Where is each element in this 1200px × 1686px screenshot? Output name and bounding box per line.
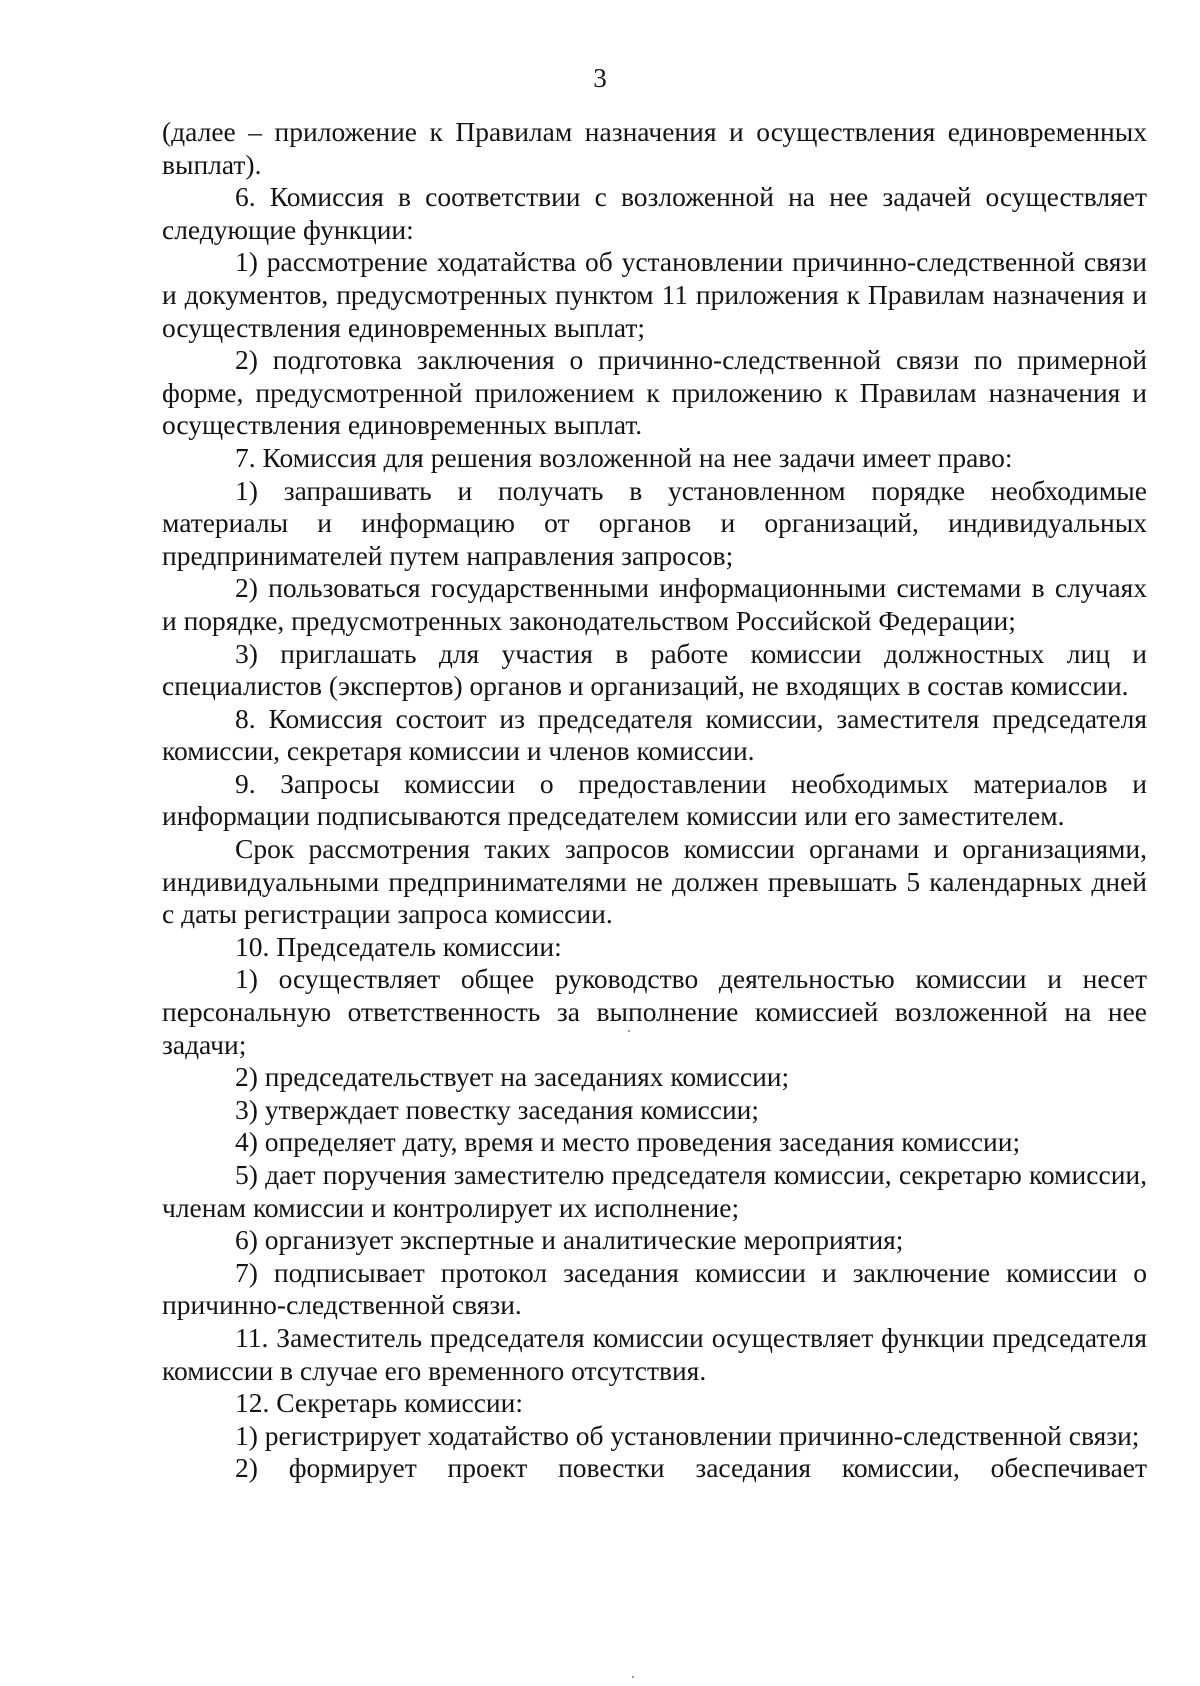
paragraph: 1) рассмотрение ходатайства об установлении причинно-следственной связи и документов, предусмотренных пунктом 11 приложения к Правилам назначения и осуществления единовременных выплат; [162,246,1147,343]
paragraph: 2) председательствует на заседаниях комиссии; [235,1061,790,1093]
paragraph: 10. Председатель комиссии: [235,930,562,962]
paragraph: 12. Секретарь комиссии: [235,1387,523,1419]
paragraph: 2) подготовка заключения о причинно-следственной связи по примерной форме, предусмотренной приложением к приложению к Правилам назначения и осуществления единовременных выплат. [162,344,1147,441]
paragraph: Срок рассмотрения таких запросов комиссии органами и организациями, индивидуальными предпринимателями не должен превышать 5 календарных дней с даты регистрации запроса комиссии. [162,833,1147,930]
paragraph: 1) запрашивать и получать в установленном порядке необходимые материалы и информацию от органов и организаций, индивидуальных предпринимателей путем направления запросов; [162,474,1147,571]
paragraph: 7) подписывает протокол заседания комиссии и заключение комиссии о причинно-следственной связи. [162,1256,1147,1321]
paragraph: 9. Запросы комиссии о предоставлении необходимых материалов и информации подписываются председателем комиссии или его заместителем. [162,767,1147,832]
paragraph: 2) формирует проект повестки заседания комиссии, обеспечивает [235,1452,1147,1484]
paragraph: 4) определяет дату, время и место проведения заседания комиссии; [235,1126,1021,1158]
paragraph: 6) организует экспертные и аналитические мероприятия; [235,1224,904,1256]
paragraph: 11. Заместитель председателя комиссии осуществляет функции председателя комиссии в случае его временного отсутствия. [162,1321,1147,1386]
paragraph: 3) приглашать для участия в работе комиссии должностных лиц и специалистов (экспертов) органов и организаций, не входящих в состав комиссии. [162,637,1147,702]
paragraph: 1) осуществляет общее руководство деятельностью комиссии и несет персональную ответственность за выполнение комиссией возложенной на нее задачи; [162,963,1147,1060]
paragraph: 5) дает поручения заместителю председателя комиссии, секретарю комиссии, членам комиссии и контролирует их исполнение; [162,1159,1147,1223]
scan-speck [632,1676,634,1678]
paragraph: 1) регистрирует ходатайство об установлении причинно-следственной связи; [235,1419,1140,1451]
paragraph: 7. Комиссия для решения возложенной на нее задачи имеет право: [235,441,1013,473]
paragraph: 8. Комиссия состоит из председателя комиссии, заместителя председателя комиссии, секретаря комиссии и членов комиссии. [162,702,1147,767]
document-body [162,116,1147,1485]
page-number: 3 [593,63,607,93]
paragraph: 2) пользоваться государственными информационными системами в случаях и порядке, предусмотренных законодательством Российской Федерации; [162,572,1147,636]
paragraph: 3) утверждает повестку заседания комиссии; [235,1093,760,1125]
scan-speck [628,1030,630,1032]
paragraph: 6. Комиссия в соответствии с возложенной на нее задачей осуществляет следующие функции: [162,181,1147,245]
paragraph: (далее – приложение к Правилам назначения и осуществления единовременных выплат). [162,116,1147,180]
